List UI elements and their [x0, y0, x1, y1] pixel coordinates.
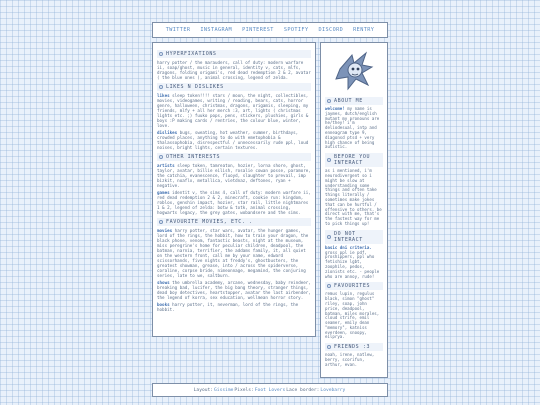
favourites-header: FAVOURITES	[325, 282, 383, 290]
footer	[152, 383, 388, 397]
games-text: games identit v, the sims 4, call of duty: modern warfare ii, red dead redemption 2 & 2, minecraft, cookie run: kingdom, roblox, genshin impact, hozier, star rail, little nightmares 1 & 2, legend of zelda: botw & totk, animal crossing, hogwarts legacy, the grey gates, wobandsere and the sims.	[157, 190, 311, 215]
about-header: ABOUT ME	[325, 97, 383, 105]
nav-link-instagram[interactable]: INSTAGRAM	[200, 27, 233, 33]
interests-header: OTHER INTERESTS	[157, 153, 311, 161]
movies-text: movies harry potter, star wars, avatar, the hunger games, lord of the rings, the hobbit, how to train your dragon, the black phone, venom, fantastic beasts, night at the museum, miss peregrine's home for peculiar children, deadpool, the batman, narnia, terrifier, the addams family, it, all quiet on the western front, call me by your name, edward scissorhands, five nights at freddy's, ghostbusters, the greatest showman, grease, into / across the spiderverse, coraline, corpse bride, nimeonnage, megamind, the conjuring series, late to we, saltburn.	[157, 228, 309, 278]
nav-bar	[152, 22, 388, 38]
nav-link-rentry[interactable]: RENTRY	[353, 27, 375, 33]
dni-text: basic dni criteria. gross ppl ie pdf, proshippers, ppl who fetishize lgbt, zoophile, pedos, zionists etc. - people who are annoy, rude!	[325, 244, 380, 279]
likes-text: likes sleep token!!!! stars / moon, the night, collectibles, movies, videogames, writing / reading, bears, cats, horror genre, halloween, christmas, dragons, origamis, sleeping, my friends, mlfy + all her merch :3, art, lights ( christmas lights etc. ;) fuuko pops, pens, stickers, plushies, girls & boys :P making cards / rentries, the colour blue, winter, love.	[157, 93, 309, 128]
dislikes-text: dislikes bugs, sweating, hot weather, summer, birthdays, crowded places, anything to do with emetophobia & thalassophobia, disrespectful / unnecessarily rude ppl, loud noises, bright lights, certain textures.	[157, 130, 309, 150]
friends-text: noah, irene, natlew, berry, scorifun, arthur, evan.	[325, 352, 375, 367]
hyperfixations-text: harry potter / the marauders, call of duty: modern warfare ii, soap/ghost, music in general, identity v, cats, mlfs, dragons, folding origami's, red dead redemption 2 & 2, avatar ( the blue ones ), animal crossing, legend of zelda.	[157, 60, 311, 80]
before-you-interact-text: as i mentioned, i'm neurodivergent so i might be slow at understanding some things and often take things literally / sometimes make jokes that can be hurtful / offensive to others. be direct with me, that's the fastest way for me to pick things up!	[325, 168, 382, 226]
lace-link[interactable]: Lovebarry	[320, 387, 346, 393]
sidebar	[320, 42, 388, 378]
flower-icon	[327, 99, 331, 103]
main-content	[152, 42, 316, 337]
friends-header: FRIENDS :3	[325, 343, 383, 351]
pixels-label: Pixels:	[234, 387, 254, 393]
lace-label: Lace border:	[286, 387, 320, 393]
flower-icon	[327, 284, 331, 288]
layout-label: Layout:	[193, 387, 214, 393]
flower-icon	[159, 52, 163, 56]
artists-text: artists sleep token, tamreaton, hozier, lorna shore, ghost, taylor, avatar, billie eilish, rosalie cowan posse, paramore, the catchia, evanescence, fluoyd, slaughter to prevail, imp bizkit, noaflx, metallica, vietdnaz, deftones, ryan + negative.	[157, 163, 311, 188]
likes-header: LIKES N DISLIKES	[157, 83, 311, 91]
flower-icon	[159, 85, 163, 89]
flower-icon	[327, 235, 331, 239]
nav-link-spotify[interactable]: SPOTIFY	[283, 27, 309, 33]
flower-icon	[327, 345, 331, 349]
flower-icon	[159, 220, 163, 224]
dni-header: DO NOT INTERACT	[325, 230, 383, 244]
movies-header: FAVOURITE MOVIES, ETC. .	[157, 218, 311, 226]
hyperfixations-header: HYPERFIXATIONS	[157, 50, 311, 58]
before-you-interact-header: BEFORE YOU INTERACT	[325, 153, 383, 167]
about-text: welcome! my name is jaymes, dutch/english mutant my pronouns are he/they! i'm deliodesual, intp and enneagram type 9, diagonsd ptsd + very high chance of being autistic.	[325, 106, 380, 150]
avatar	[332, 49, 376, 93]
favourites-text: remus lupin, regulus black, simon "ghost" riley, soap, john price, deadpool, batman, miles morales, cloud strife, emil seamer, emily dean "memory", katniss everdeen, snoopy, eilprya.	[325, 291, 380, 340]
flower-icon	[327, 158, 331, 162]
flower-icon	[159, 155, 163, 159]
books-text: books harry potter, it, neverman, lord of the rings, the hobbit.	[157, 302, 299, 312]
layout-link[interactable]: Gissime	[214, 387, 234, 393]
pixels-link[interactable]: Foot Lovers	[254, 387, 286, 393]
shows-text: shows the umbrella academy, arcane, wednesday, baby reindeer, breaking bad, lucifer, the big bang theory, stranger things, dead boy detectives, heartstopper, avatar the last airbender, the legend of korra, sex education, wellmean horror story.	[157, 280, 311, 300]
nav-link-twitter[interactable]: TWITTER	[165, 27, 191, 33]
nav-link-discord[interactable]: DISCORD	[318, 27, 344, 33]
nav-link-pinterest[interactable]: PINTEREST	[242, 27, 274, 33]
